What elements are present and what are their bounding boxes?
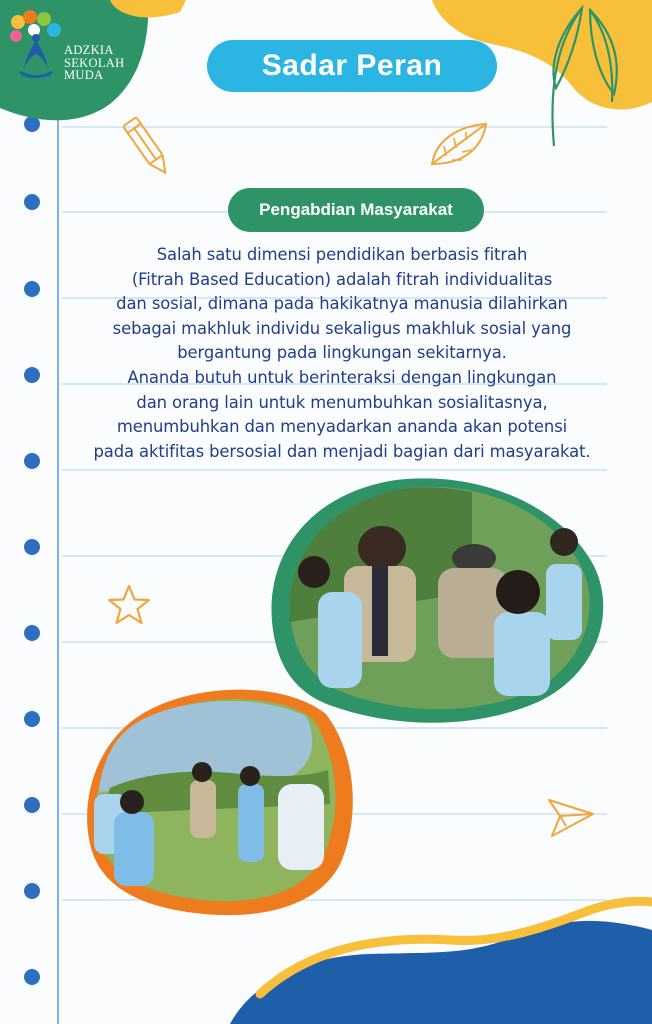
margin-line <box>57 0 59 1024</box>
binder-dot <box>24 281 40 297</box>
star-icon <box>106 583 152 627</box>
binder-dot <box>24 883 40 899</box>
leaf-icon <box>428 120 490 170</box>
photo-community-service-2 <box>80 684 360 920</box>
binder-dot <box>24 797 40 813</box>
binder-dot <box>24 453 40 469</box>
binder-dot <box>24 625 40 641</box>
corner-wave-bottomright <box>230 896 652 1024</box>
rule-line <box>62 469 607 471</box>
page-title: Sadar Peran <box>207 40 497 92</box>
binder-dot <box>24 969 40 985</box>
leaves-icon <box>538 2 628 152</box>
binder-dot <box>24 539 40 555</box>
logo-line: ADZKIA <box>64 43 114 57</box>
section-label: Pengabdian Masyarakat <box>228 188 484 232</box>
binder-dot <box>24 194 40 210</box>
logo-tree-icon <box>8 10 64 86</box>
pencil-icon <box>118 112 178 184</box>
binder-dot <box>24 367 40 383</box>
binder-dot <box>24 711 40 727</box>
body-paragraph: Salah satu dimensi pendidikan berbasis fitrah (Fitrah Based Education) adalah fitrah individualitas dan sosial, dimana pada hakikatnya manusia dilahirkan sebagai makhluk individu sekaligus makhluk sosial yang bergantung pada lingkungan sekitarnya. Ananda butuh untuk berinteraksi dengan lingkungan dan orang lain untuk menumbuhkan sosialitasnya, menumbuhkan dan menyadarkan ananda akan potensi pada aktifitas bersosial dan menjadi bagian dari masyarakat. <box>93 245 591 461</box>
logo-line: SEKOLAH <box>64 55 125 70</box>
logo-line: MUDA <box>64 68 104 82</box>
logo-text <box>64 44 124 82</box>
paper-plane-icon <box>546 796 596 840</box>
